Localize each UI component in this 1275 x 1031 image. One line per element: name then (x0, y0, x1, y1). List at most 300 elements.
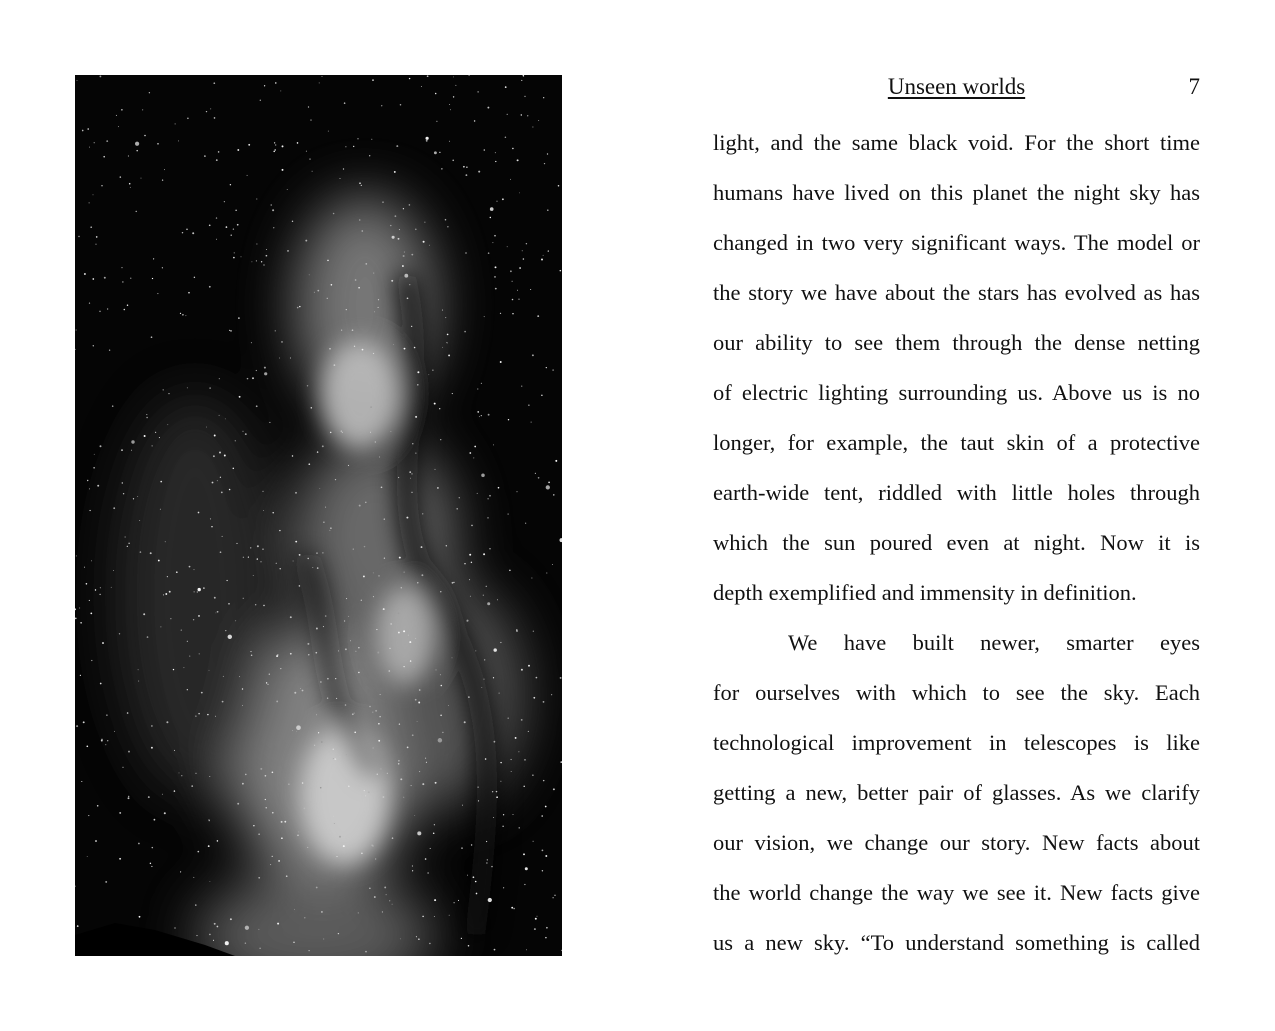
star (361, 852, 363, 854)
star (143, 613, 145, 615)
star (167, 424, 168, 425)
star (130, 187, 131, 188)
star (408, 635, 409, 636)
star (521, 669, 523, 671)
star (219, 378, 220, 379)
star (95, 840, 97, 842)
star (382, 911, 383, 912)
star (344, 620, 345, 621)
star (368, 388, 369, 389)
text-line: our vision, we change our story. New facts about (713, 830, 1200, 855)
star (316, 887, 318, 889)
star (128, 751, 130, 753)
star (144, 135, 146, 137)
star (417, 371, 419, 373)
star (523, 786, 524, 787)
star (111, 587, 112, 588)
star (399, 229, 400, 230)
star (216, 217, 217, 218)
star (473, 876, 475, 878)
star (295, 492, 297, 494)
star (155, 432, 156, 433)
star (260, 100, 261, 101)
star (263, 605, 264, 606)
star (421, 86, 422, 87)
star (381, 105, 382, 106)
star (239, 396, 241, 398)
star (348, 616, 349, 617)
star (487, 859, 488, 860)
star (471, 562, 472, 563)
star (435, 469, 436, 470)
star (209, 820, 210, 821)
star (229, 489, 231, 491)
star (230, 330, 232, 332)
star (369, 888, 370, 889)
star (469, 452, 471, 454)
star (186, 228, 188, 230)
star (292, 221, 293, 222)
star (125, 537, 126, 538)
star (228, 635, 232, 639)
star (439, 408, 440, 409)
star (279, 568, 280, 569)
star (274, 149, 275, 150)
star (519, 267, 521, 269)
star (473, 457, 474, 458)
star (304, 808, 306, 810)
star (162, 179, 163, 180)
star (256, 243, 257, 244)
star (493, 444, 494, 445)
star (292, 455, 293, 456)
star (225, 419, 226, 420)
star (242, 688, 243, 689)
star (216, 159, 218, 161)
star (93, 194, 94, 195)
star (453, 96, 454, 97)
star (410, 660, 411, 661)
star (122, 767, 123, 768)
star (450, 109, 451, 110)
star (90, 226, 92, 228)
star (523, 258, 525, 260)
star (266, 255, 268, 257)
star (496, 796, 498, 798)
star (317, 567, 319, 569)
star (422, 783, 424, 785)
star (462, 805, 463, 806)
star (463, 166, 465, 168)
star (488, 414, 490, 416)
star (217, 840, 219, 842)
star (454, 902, 455, 903)
star (329, 530, 330, 531)
star (411, 326, 412, 327)
star (538, 120, 539, 121)
star (500, 762, 501, 763)
star (343, 845, 345, 847)
star (258, 877, 260, 879)
star (307, 847, 308, 848)
star (435, 93, 437, 95)
star (339, 836, 341, 838)
star (206, 427, 207, 428)
star (442, 732, 443, 733)
star (316, 628, 318, 630)
star (311, 407, 313, 409)
star (220, 477, 221, 478)
star (81, 781, 82, 782)
star (340, 178, 341, 179)
star (558, 185, 560, 187)
star (118, 126, 119, 127)
star (103, 156, 105, 158)
star (276, 563, 277, 564)
star (267, 684, 268, 685)
star (101, 185, 102, 186)
star (302, 782, 304, 784)
star (235, 210, 236, 211)
star (403, 666, 404, 667)
star (208, 845, 210, 847)
star (97, 805, 99, 807)
star (250, 651, 251, 652)
star (128, 155, 129, 156)
star (215, 612, 216, 613)
star (84, 273, 86, 275)
star (269, 422, 270, 423)
star (494, 235, 496, 237)
star (269, 674, 270, 675)
star (392, 904, 393, 905)
star (469, 554, 471, 556)
star (409, 204, 411, 206)
star (452, 657, 453, 658)
star (92, 278, 94, 280)
star (130, 278, 131, 279)
star (359, 182, 361, 184)
star (512, 281, 513, 282)
star (425, 758, 426, 759)
star (401, 587, 402, 588)
star (121, 449, 123, 451)
star (477, 388, 478, 389)
star (368, 791, 370, 793)
star (381, 486, 383, 488)
star (533, 697, 535, 699)
star (533, 841, 534, 842)
star (331, 284, 333, 286)
text-line: us a new sky. “To understand something is called (713, 930, 1200, 955)
star (316, 714, 317, 715)
star (187, 117, 189, 119)
page-header (713, 70, 1200, 104)
star (445, 317, 446, 318)
star (412, 870, 413, 871)
star (164, 812, 166, 814)
star (294, 692, 296, 694)
star (494, 949, 496, 951)
star (346, 598, 347, 599)
star (222, 536, 223, 537)
star (272, 512, 273, 513)
star (512, 148, 513, 149)
star (209, 670, 210, 671)
star (488, 898, 492, 902)
star (123, 309, 125, 311)
star (424, 222, 425, 223)
star (174, 750, 175, 751)
star (404, 572, 405, 573)
star (138, 681, 139, 682)
star (94, 454, 95, 455)
star (483, 553, 485, 555)
star (555, 460, 557, 462)
star (479, 416, 480, 417)
star (327, 678, 329, 680)
star (361, 600, 362, 601)
star (461, 938, 462, 939)
star (519, 827, 520, 828)
star (375, 441, 376, 442)
star (378, 299, 379, 300)
star (373, 572, 374, 573)
star (209, 934, 211, 936)
star (121, 267, 122, 268)
star (383, 608, 385, 610)
star (505, 86, 507, 88)
star (390, 225, 391, 226)
star (133, 498, 134, 499)
star (181, 629, 182, 630)
star (414, 815, 415, 816)
star (164, 169, 165, 170)
star (241, 256, 242, 257)
star (89, 147, 90, 148)
star (213, 82, 215, 84)
star (77, 80, 78, 81)
star (376, 629, 377, 630)
star (79, 607, 80, 608)
star (392, 236, 395, 239)
star (379, 457, 380, 458)
star (467, 875, 468, 876)
star (154, 819, 156, 821)
star (391, 623, 392, 624)
star (456, 508, 458, 510)
star (106, 140, 108, 142)
star (140, 551, 142, 553)
star (182, 314, 184, 316)
star (465, 174, 467, 176)
star (481, 474, 485, 478)
star (546, 927, 548, 929)
star (417, 831, 421, 835)
star (138, 669, 139, 670)
star (384, 518, 385, 519)
star (409, 641, 411, 643)
star (151, 725, 152, 726)
star (342, 432, 343, 433)
star (393, 344, 394, 345)
star (139, 520, 140, 521)
star (359, 505, 361, 507)
star (417, 384, 419, 386)
star (275, 82, 276, 83)
star (233, 257, 235, 259)
star (390, 431, 391, 432)
star (214, 597, 216, 599)
star (409, 471, 411, 473)
star (446, 545, 447, 546)
star (357, 138, 358, 139)
star (114, 731, 115, 732)
star (136, 211, 137, 212)
star (178, 140, 179, 141)
star (80, 675, 81, 676)
star (290, 616, 292, 618)
star (312, 567, 313, 568)
star (481, 383, 482, 384)
star (441, 168, 442, 169)
star (279, 358, 280, 359)
star (552, 897, 553, 898)
star (281, 341, 283, 343)
star (323, 791, 325, 793)
star (455, 85, 456, 86)
star (423, 241, 425, 243)
star (413, 666, 415, 668)
star (287, 250, 289, 252)
star (89, 303, 90, 304)
star (112, 405, 114, 407)
star (440, 674, 441, 675)
star (141, 178, 142, 179)
running-title: Unseen worlds (887, 74, 1026, 99)
star (350, 640, 351, 641)
star (272, 812, 274, 814)
star (449, 104, 450, 105)
star (256, 198, 257, 199)
star (160, 481, 162, 483)
star (194, 569, 195, 570)
star (302, 690, 304, 692)
star (105, 881, 107, 883)
star (319, 488, 320, 489)
star (271, 204, 272, 205)
star (545, 937, 547, 939)
page-number: 7 (1188, 74, 1200, 99)
star (123, 493, 124, 494)
star (176, 571, 178, 573)
star (160, 509, 161, 510)
star (435, 782, 437, 784)
star (493, 817, 494, 818)
star (327, 298, 328, 299)
star (163, 389, 164, 390)
star (87, 480, 88, 481)
text-line: longer, for example, the taut skin of a protective (713, 430, 1200, 455)
star (253, 575, 254, 576)
star (442, 347, 443, 348)
star (522, 250, 523, 251)
star (333, 816, 334, 817)
star (270, 864, 271, 865)
star (532, 354, 534, 356)
star (378, 575, 379, 576)
star (452, 393, 453, 394)
star (99, 75, 101, 77)
milky-way-photo (75, 75, 562, 956)
star (304, 917, 305, 918)
text-line: the story we have about the stars has evolved as has (713, 280, 1200, 305)
star (305, 240, 307, 242)
star (389, 648, 390, 649)
star (412, 734, 414, 736)
star (333, 213, 335, 215)
star (525, 867, 528, 870)
star (447, 334, 449, 336)
star (521, 386, 522, 387)
star (236, 543, 237, 544)
star (406, 517, 408, 519)
star (242, 431, 243, 432)
star (253, 825, 254, 826)
star (355, 651, 356, 652)
star (187, 641, 188, 642)
star (471, 844, 472, 845)
text-line: depth exemplified and immensity in definition. (713, 580, 1137, 605)
star (264, 85, 265, 86)
star (466, 167, 467, 168)
star (121, 109, 123, 111)
star (280, 90, 281, 91)
star (245, 774, 247, 776)
star (391, 280, 393, 282)
star (488, 252, 490, 254)
star (452, 582, 454, 584)
star (239, 676, 240, 677)
star (552, 564, 553, 565)
text-line: technological improvement in telescopes is like (713, 730, 1200, 755)
star (220, 551, 222, 553)
star (113, 570, 114, 571)
star (336, 698, 337, 699)
star (238, 317, 240, 319)
star (198, 713, 200, 715)
star (508, 419, 509, 420)
star (224, 201, 225, 202)
star (245, 433, 247, 435)
star (548, 250, 549, 251)
star (525, 523, 526, 524)
star (97, 485, 99, 487)
star (447, 226, 448, 227)
star (415, 229, 417, 231)
star (317, 451, 318, 452)
star (417, 582, 418, 583)
star (528, 665, 530, 667)
star (260, 768, 262, 770)
star (197, 851, 199, 853)
star (281, 821, 283, 823)
star (163, 594, 164, 595)
star (225, 630, 226, 631)
star (490, 217, 491, 218)
star (193, 619, 194, 620)
star (395, 215, 397, 217)
